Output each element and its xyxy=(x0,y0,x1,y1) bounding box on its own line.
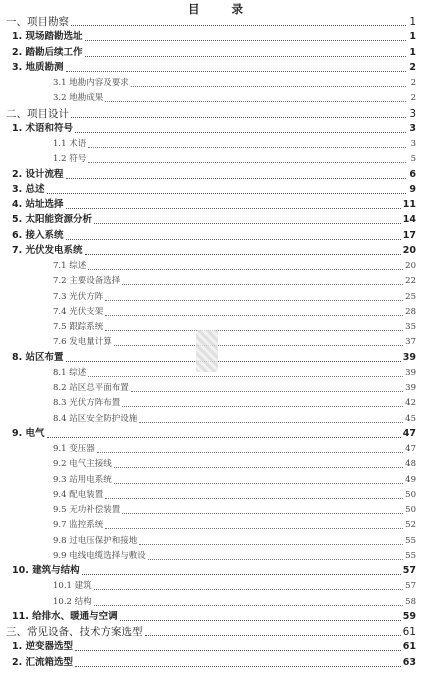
toc-entry-label: 8.3 光伏方阵布置 xyxy=(53,398,121,409)
toc-entry-page: 20 xyxy=(402,244,416,256)
toc-entry[interactable] xyxy=(12,245,416,257)
toc-entry[interactable] xyxy=(12,47,416,59)
toc-entry-label: 7.5 跟踪系统 xyxy=(53,322,104,332)
toc-entry[interactable] xyxy=(53,519,416,531)
dot-leader xyxy=(85,40,406,41)
toc-entry-label: 7.1 综述 xyxy=(53,261,87,271)
toc-entry-page: 57 xyxy=(402,565,416,576)
toc-entry[interactable] xyxy=(12,214,416,226)
toc-entry-label: 一、项目勘察 xyxy=(6,16,69,28)
toc-entry-page: 6 xyxy=(409,168,416,180)
toc-entry-page: 61 xyxy=(402,626,416,638)
dot-leader xyxy=(122,406,403,407)
toc-entry-label: 三、常见设备、技术方案选型 xyxy=(6,626,143,638)
toc-entry-label: 1.2 符号 xyxy=(53,154,87,165)
toc-entry-page: 25 xyxy=(405,291,416,302)
dot-leader xyxy=(105,300,403,301)
toc-entry-page: 1 xyxy=(409,31,416,43)
dot-leader xyxy=(139,544,403,545)
toc-entry-page: 55 xyxy=(405,550,416,561)
toc-entry[interactable] xyxy=(12,31,416,43)
toc-entry-page: 20 xyxy=(405,261,416,271)
dot-leader xyxy=(122,513,403,514)
toc-entry-page: 2 xyxy=(410,78,416,88)
toc-title: 目 录 xyxy=(187,2,257,16)
toc-entry-page: 2 xyxy=(410,93,416,104)
toc-entry[interactable] xyxy=(12,641,416,653)
toc-entry-label: 2. 踏勘后续工作 xyxy=(12,46,83,58)
toc-entry-label: 8.1 综述 xyxy=(53,367,87,378)
toc-entry-label: 3.1 地勘内容及要求 xyxy=(53,78,129,88)
toc-entry-page: 50 xyxy=(405,505,416,515)
toc-entry-page: 28 xyxy=(405,306,416,317)
toc-entry[interactable] xyxy=(12,169,416,181)
toc-entry-page: 57 xyxy=(405,581,416,592)
toc-entry[interactable] xyxy=(6,16,416,28)
dot-leader xyxy=(114,483,403,484)
toc-entry[interactable] xyxy=(12,611,416,623)
toc-entry-label: 3. 总述 xyxy=(12,183,45,195)
dot-leader xyxy=(105,528,403,529)
toc-entry-page: 5 xyxy=(410,154,416,165)
toc-entry-page: 22 xyxy=(405,276,416,287)
dot-leader xyxy=(97,452,403,453)
toc-entry[interactable] xyxy=(12,123,416,135)
toc-entry[interactable] xyxy=(53,535,416,547)
toc-entry[interactable] xyxy=(12,62,416,74)
toc-entry-label: 9.1 变压器 xyxy=(53,444,95,454)
toc-entry-label: 9. 电气 xyxy=(12,427,45,439)
dot-leader xyxy=(105,330,403,331)
toc-entry-label: 8. 站区布置 xyxy=(12,351,64,363)
toc-entry[interactable] xyxy=(6,626,416,638)
toc-entry-page: 63 xyxy=(402,656,416,668)
toc-entry[interactable] xyxy=(53,596,416,608)
toc-entry[interactable] xyxy=(12,428,416,440)
toc-entry-page: 39 xyxy=(405,383,416,393)
toc-entry-page: 42 xyxy=(405,398,416,409)
dot-leader xyxy=(120,620,401,621)
toc-entry[interactable] xyxy=(53,489,416,501)
dot-leader xyxy=(66,178,406,179)
toc-entry-label: 3. 地质勘测 xyxy=(12,61,64,73)
toc-entry-label: 10. 建筑与结构 xyxy=(12,565,80,576)
dot-leader xyxy=(94,589,404,590)
dot-leader xyxy=(71,25,406,26)
toc-entry-page: 52 xyxy=(405,520,416,531)
toc-entry[interactable] xyxy=(53,275,416,287)
toc-entry-label: 1. 术语和符号 xyxy=(12,122,74,134)
toc-entry-label: 7. 光伏发电系统 xyxy=(12,244,83,256)
toc-entry[interactable] xyxy=(53,413,416,425)
toc-entry-page: 48 xyxy=(405,459,416,470)
dot-leader xyxy=(105,498,403,499)
dot-leader xyxy=(131,391,403,392)
toc-entry-page: 1 xyxy=(409,46,416,58)
toc-entry-page: 47 xyxy=(402,427,416,439)
toc-entry-label: 2. 设计流程 xyxy=(12,168,64,180)
toc-entry-page: 35 xyxy=(405,322,416,332)
dot-leader xyxy=(66,208,401,209)
dot-leader xyxy=(105,315,403,316)
toc-entry-label: 9.2 电气主接线 xyxy=(53,459,112,470)
dot-leader xyxy=(88,376,403,377)
dot-leader xyxy=(114,467,403,468)
toc-entry[interactable] xyxy=(6,108,416,120)
toc-entry-page: 1 xyxy=(409,16,416,28)
toc-entry[interactable] xyxy=(53,260,416,272)
toc-entry[interactable] xyxy=(12,657,416,669)
toc-entry[interactable] xyxy=(53,504,416,516)
dot-leader xyxy=(88,147,406,148)
toc-entry-page: 59 xyxy=(402,610,416,622)
toc-entry-label: 2. 汇流箱选型 xyxy=(12,656,74,668)
toc-entry[interactable] xyxy=(53,580,416,592)
toc-entry[interactable] xyxy=(53,306,416,318)
toc-entry-label: 二、项目设计 xyxy=(6,107,69,120)
toc-entry-label: 10.1 建筑 xyxy=(53,581,92,592)
toc-entry[interactable] xyxy=(53,138,416,150)
toc-entry-label: 11. 给排水、暖通与空调 xyxy=(12,610,118,622)
toc-entry-label: 5. 太阳能资源分析 xyxy=(12,214,93,226)
dot-leader xyxy=(71,117,406,118)
dot-leader xyxy=(114,345,403,346)
toc-entry-label: 1. 现场踏勘选址 xyxy=(12,31,83,43)
dot-leader xyxy=(75,132,406,133)
dot-leader xyxy=(122,284,403,285)
toc-entry-page: 17 xyxy=(402,229,416,241)
toc-entry-page: 55 xyxy=(405,535,416,546)
toc-entry[interactable] xyxy=(53,77,416,89)
toc-entry-label: 9.9 电线电缆选择与敷设 xyxy=(53,550,146,561)
toc-entry-page: 58 xyxy=(405,596,416,607)
dot-leader xyxy=(82,574,401,575)
toc-entry[interactable] xyxy=(12,199,416,211)
toc-entry-page: 9 xyxy=(409,183,416,195)
toc-entry-label: 6. 接入系统 xyxy=(12,229,64,241)
toc-entry-label: 4. 站址选择 xyxy=(12,199,64,210)
dot-leader xyxy=(94,605,404,606)
dot-leader xyxy=(145,635,401,636)
toc-entry-label: 7.2 主要设备选择 xyxy=(53,276,121,287)
toc-entry-page: 61 xyxy=(402,641,416,653)
toc-entry[interactable] xyxy=(53,291,416,303)
toc-entry-page: 2 xyxy=(409,61,416,73)
dot-leader xyxy=(105,101,406,102)
dot-leader xyxy=(88,162,406,163)
dot-leader xyxy=(94,223,401,224)
toc-entry-page: 37 xyxy=(405,337,416,348)
toc-entry-label: 7.4 光伏支架 xyxy=(53,306,104,317)
toc-entry-label: 9.3 站用电系统 xyxy=(53,474,112,485)
toc-entry[interactable] xyxy=(53,474,416,486)
toc-entry-page: 3 xyxy=(409,107,416,120)
dot-leader xyxy=(85,254,401,255)
dot-leader xyxy=(131,86,406,87)
toc-entry-label: 8.2 站区总平面布置 xyxy=(53,383,129,393)
toc-entry[interactable] xyxy=(53,397,416,409)
toc-entry-label: 10.2 结构 xyxy=(53,596,92,607)
toc-entry[interactable] xyxy=(53,550,416,562)
dot-leader xyxy=(66,71,406,72)
toc-entry-label: 1.1 术语 xyxy=(53,139,87,149)
toc-entry-label: 7.6 发电量计算 xyxy=(53,337,112,348)
dot-leader xyxy=(47,193,406,194)
dot-leader xyxy=(148,559,403,560)
toc-entry-page: 45 xyxy=(405,413,416,424)
toc-entry-page: 49 xyxy=(405,474,416,485)
toc-entry[interactable] xyxy=(53,382,416,394)
toc-entry[interactable] xyxy=(53,336,416,348)
toc-entry[interactable] xyxy=(12,230,416,242)
toc-entry-page: 3 xyxy=(410,139,416,149)
toc-entry-page: 3 xyxy=(409,122,416,134)
toc-entry-label: 9.8 过电压保护和接地 xyxy=(53,535,138,546)
toc-entry-page: 14 xyxy=(402,214,416,226)
toc-entry[interactable] xyxy=(12,565,416,577)
dot-leader xyxy=(139,422,403,423)
dot-leader xyxy=(66,239,401,240)
dot-leader xyxy=(66,361,401,362)
dot-leader xyxy=(75,666,401,667)
redaction-blur xyxy=(196,330,218,372)
toc-entry-label: 9.4 配电装置 xyxy=(53,489,104,500)
toc-entry[interactable] xyxy=(53,321,416,333)
toc-entry-page: 39 xyxy=(405,367,416,378)
toc-entry-label: 9.7 监控系统 xyxy=(53,520,104,531)
toc-entry-label: 7.3 光伏方阵 xyxy=(53,291,104,302)
toc-entry[interactable] xyxy=(12,184,416,196)
toc-entry-label: 1. 逆变器选型 xyxy=(12,641,74,653)
toc-entry[interactable] xyxy=(53,458,416,470)
toc-entry[interactable] xyxy=(53,443,416,455)
dot-leader xyxy=(47,437,401,438)
toc-entry-page: 50 xyxy=(405,489,416,500)
dot-leader xyxy=(75,650,401,651)
toc-entry[interactable] xyxy=(53,367,416,379)
toc-entry-label: 9.5 无功补偿装置 xyxy=(53,505,121,515)
toc-entry-label: 3.2 地勘成果 xyxy=(53,93,104,104)
toc-entry[interactable] xyxy=(53,153,416,165)
dot-leader xyxy=(88,269,403,270)
toc-entry-page: 11 xyxy=(402,199,416,210)
toc-entry-page: 39 xyxy=(402,351,416,363)
dot-leader xyxy=(85,56,406,57)
toc-entry-label: 8.4 站区安全防护设施 xyxy=(53,413,138,424)
toc-entry[interactable] xyxy=(53,92,416,104)
toc-entry-page: 47 xyxy=(405,444,416,454)
